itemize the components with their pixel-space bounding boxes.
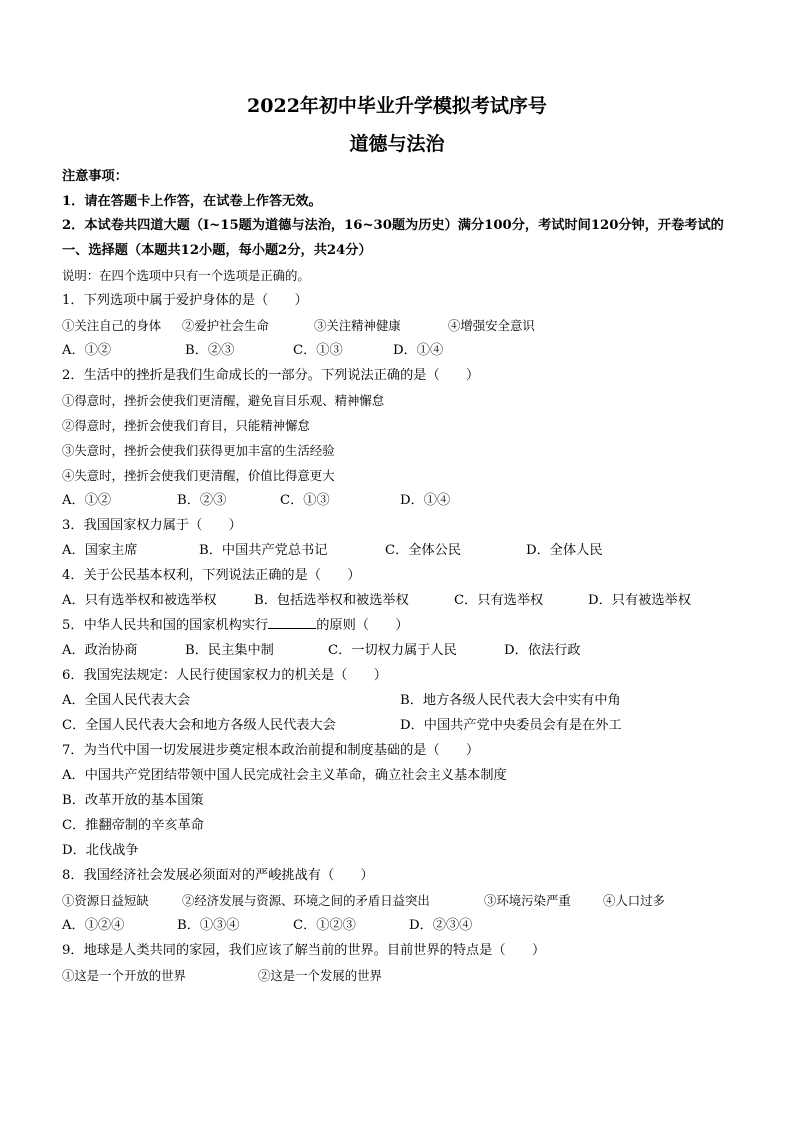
question-4-stem: 4．关于公民基本权利，下列说法正确的是（ ） <box>62 568 361 583</box>
question-1-items <box>62 313 732 338</box>
answer-option[interactable]: C．①③ <box>280 493 330 508</box>
notes-heading: 注意事项： <box>62 169 128 184</box>
answer-option[interactable]: A．全国人民代表大会 <box>62 693 191 708</box>
answer-option[interactable]: C．①②③ <box>293 918 356 933</box>
answer-option[interactable]: B．民主集中制 <box>185 643 274 658</box>
question-8-options <box>62 913 732 938</box>
question-item: ①得意时，挫折会使我们更清醒，避免盲目乐观、精神懈怠 <box>62 393 385 408</box>
question-item: ②爱护社会生命 <box>182 318 269 333</box>
question-item: ②得意时，挫折会使我们育目，只能精神懈怠 <box>62 418 310 433</box>
question-4-options <box>62 588 732 613</box>
answer-option[interactable]: B．②③ <box>177 493 227 508</box>
answer-option[interactable]: A．国家主席 <box>62 543 138 558</box>
answer-option[interactable]: C．一切权力属于人民 <box>328 643 457 658</box>
answer-option[interactable]: A．①② <box>62 493 112 508</box>
question-8-items <box>62 888 732 913</box>
question-item: ①资源日益短缺 <box>62 893 149 908</box>
question-item: ③关注精神健康 <box>314 318 401 333</box>
question-2-options <box>62 488 732 513</box>
answer-option[interactable]: D．依法行政 <box>504 643 581 658</box>
answer-option[interactable]: B．包括选举权和被选举权 <box>254 593 409 608</box>
question-1-stem: 1．下列选项中属于爱护身体的是（ ） <box>62 293 308 308</box>
answer-option[interactable]: B．改革开放的基本国策 <box>62 793 204 808</box>
answer-option[interactable]: D．①④ <box>393 343 444 358</box>
answer-option[interactable]: C．①③ <box>293 343 343 358</box>
answer-option[interactable]: D．只有被选举权 <box>588 593 691 608</box>
answer-option[interactable]: B．地方各级人民代表大会中实有中角 <box>400 693 621 708</box>
exam-title: 2022年初中毕业升学模拟考试序号 <box>247 95 547 117</box>
answer-option[interactable]: D．北伐战争 <box>62 843 139 858</box>
question-item: ①关注自己的身体 <box>62 318 162 333</box>
answer-option[interactable]: C．推翻帝制的辛亥革命 <box>62 818 204 833</box>
question-6-options-row-1 <box>62 688 732 713</box>
question-9-items <box>62 963 732 988</box>
question-item: ③环境污染严重 <box>484 893 571 908</box>
question-item: ①这是一个开放的世界 <box>62 968 186 983</box>
question-5-stem <box>62 613 732 638</box>
subject-title: 道德与法治 <box>349 133 445 155</box>
question-2-stem: 2．生活中的挫折是我们生命成长的一部分。下列说法正确的是（ ） <box>62 368 480 383</box>
question-3-options <box>62 538 732 563</box>
question-8-stem: 8．我国经济社会发展必须面对的严峻挑战有（ ） <box>62 868 374 883</box>
answer-option[interactable]: D．①④ <box>400 493 451 508</box>
question-item: ④人口过多 <box>603 893 665 908</box>
section-description: 说明：在四个选项中只有一个选项是正确的。 <box>62 268 310 283</box>
answer-option[interactable]: C．全国人民代表大会和地方各级人民代表大会 <box>62 718 336 733</box>
question-5-options <box>62 638 732 663</box>
answer-option[interactable]: B．②③ <box>185 343 235 358</box>
section-heading: 一、选择题（本题共12小题，每小题2分，共24分） <box>62 243 372 258</box>
question-5-stem-end: 的原则（ ） <box>316 618 409 633</box>
answer-option[interactable]: A．①②④ <box>62 918 125 933</box>
answer-option[interactable]: D．②③④ <box>409 918 473 933</box>
answer-option[interactable]: B．①③④ <box>177 918 240 933</box>
question-5-stem-start: 5．中华人民共和国的国家机构实行 <box>62 618 269 633</box>
answer-option[interactable]: D．中国共产党中央委员会有是在外工 <box>400 718 622 733</box>
answer-option[interactable]: C．全体公民 <box>385 543 462 558</box>
answer-option[interactable]: B．中国共产党总书记 <box>199 543 328 558</box>
question-6-options-row-2 <box>62 713 732 738</box>
answer-option[interactable]: A．中国共产党团结带领中国人民完成社会主义革命，确立社会主义基本制度 <box>62 768 507 783</box>
answer-option[interactable]: D．全体人民 <box>526 543 603 558</box>
answer-option[interactable]: C．只有选举权 <box>454 593 544 608</box>
question-item: ②经济发展与资源、环境之间的矛盾日益突出 <box>182 893 430 908</box>
fill-in-blank <box>268 614 316 629</box>
note-2: 2．本试卷共四道大题（I~15题为道德与法治，16~30题为历史）满分100分，考试时间120分钟，开卷考试的 <box>62 218 724 233</box>
question-3-stem: 3．我国国家权力属于（ ） <box>62 518 242 533</box>
answer-option[interactable]: A．①② <box>62 343 112 358</box>
question-item: ④增强安全意识 <box>448 318 535 333</box>
question-item: ③失意时，挫折会使我们获得更加丰富的生活经验 <box>62 443 335 458</box>
note-1: 1．请在答题卡上作答，在试卷上作答无效。 <box>62 194 322 209</box>
question-item: ②这是一个发展的世界 <box>258 968 382 983</box>
question-item: ④失意时，挫折会使我们更清醒，价值比得意更大 <box>62 468 335 483</box>
question-7-stem: 7．为当代中国一切发展进步奠定根本政治前提和制度基础的是（ ） <box>62 743 480 758</box>
question-9-stem: 9．地球是人类共同的家园，我们应该了解当前的世界。目前世界的特点是（ ） <box>62 943 546 958</box>
answer-option[interactable]: A．只有选举权和被选举权 <box>62 593 217 608</box>
question-6-stem: 6．我国宪法规定：人民行使国家权力的机关是（ ） <box>62 668 387 683</box>
answer-option[interactable]: A．政治协商 <box>62 643 138 658</box>
question-1-options <box>62 338 732 363</box>
